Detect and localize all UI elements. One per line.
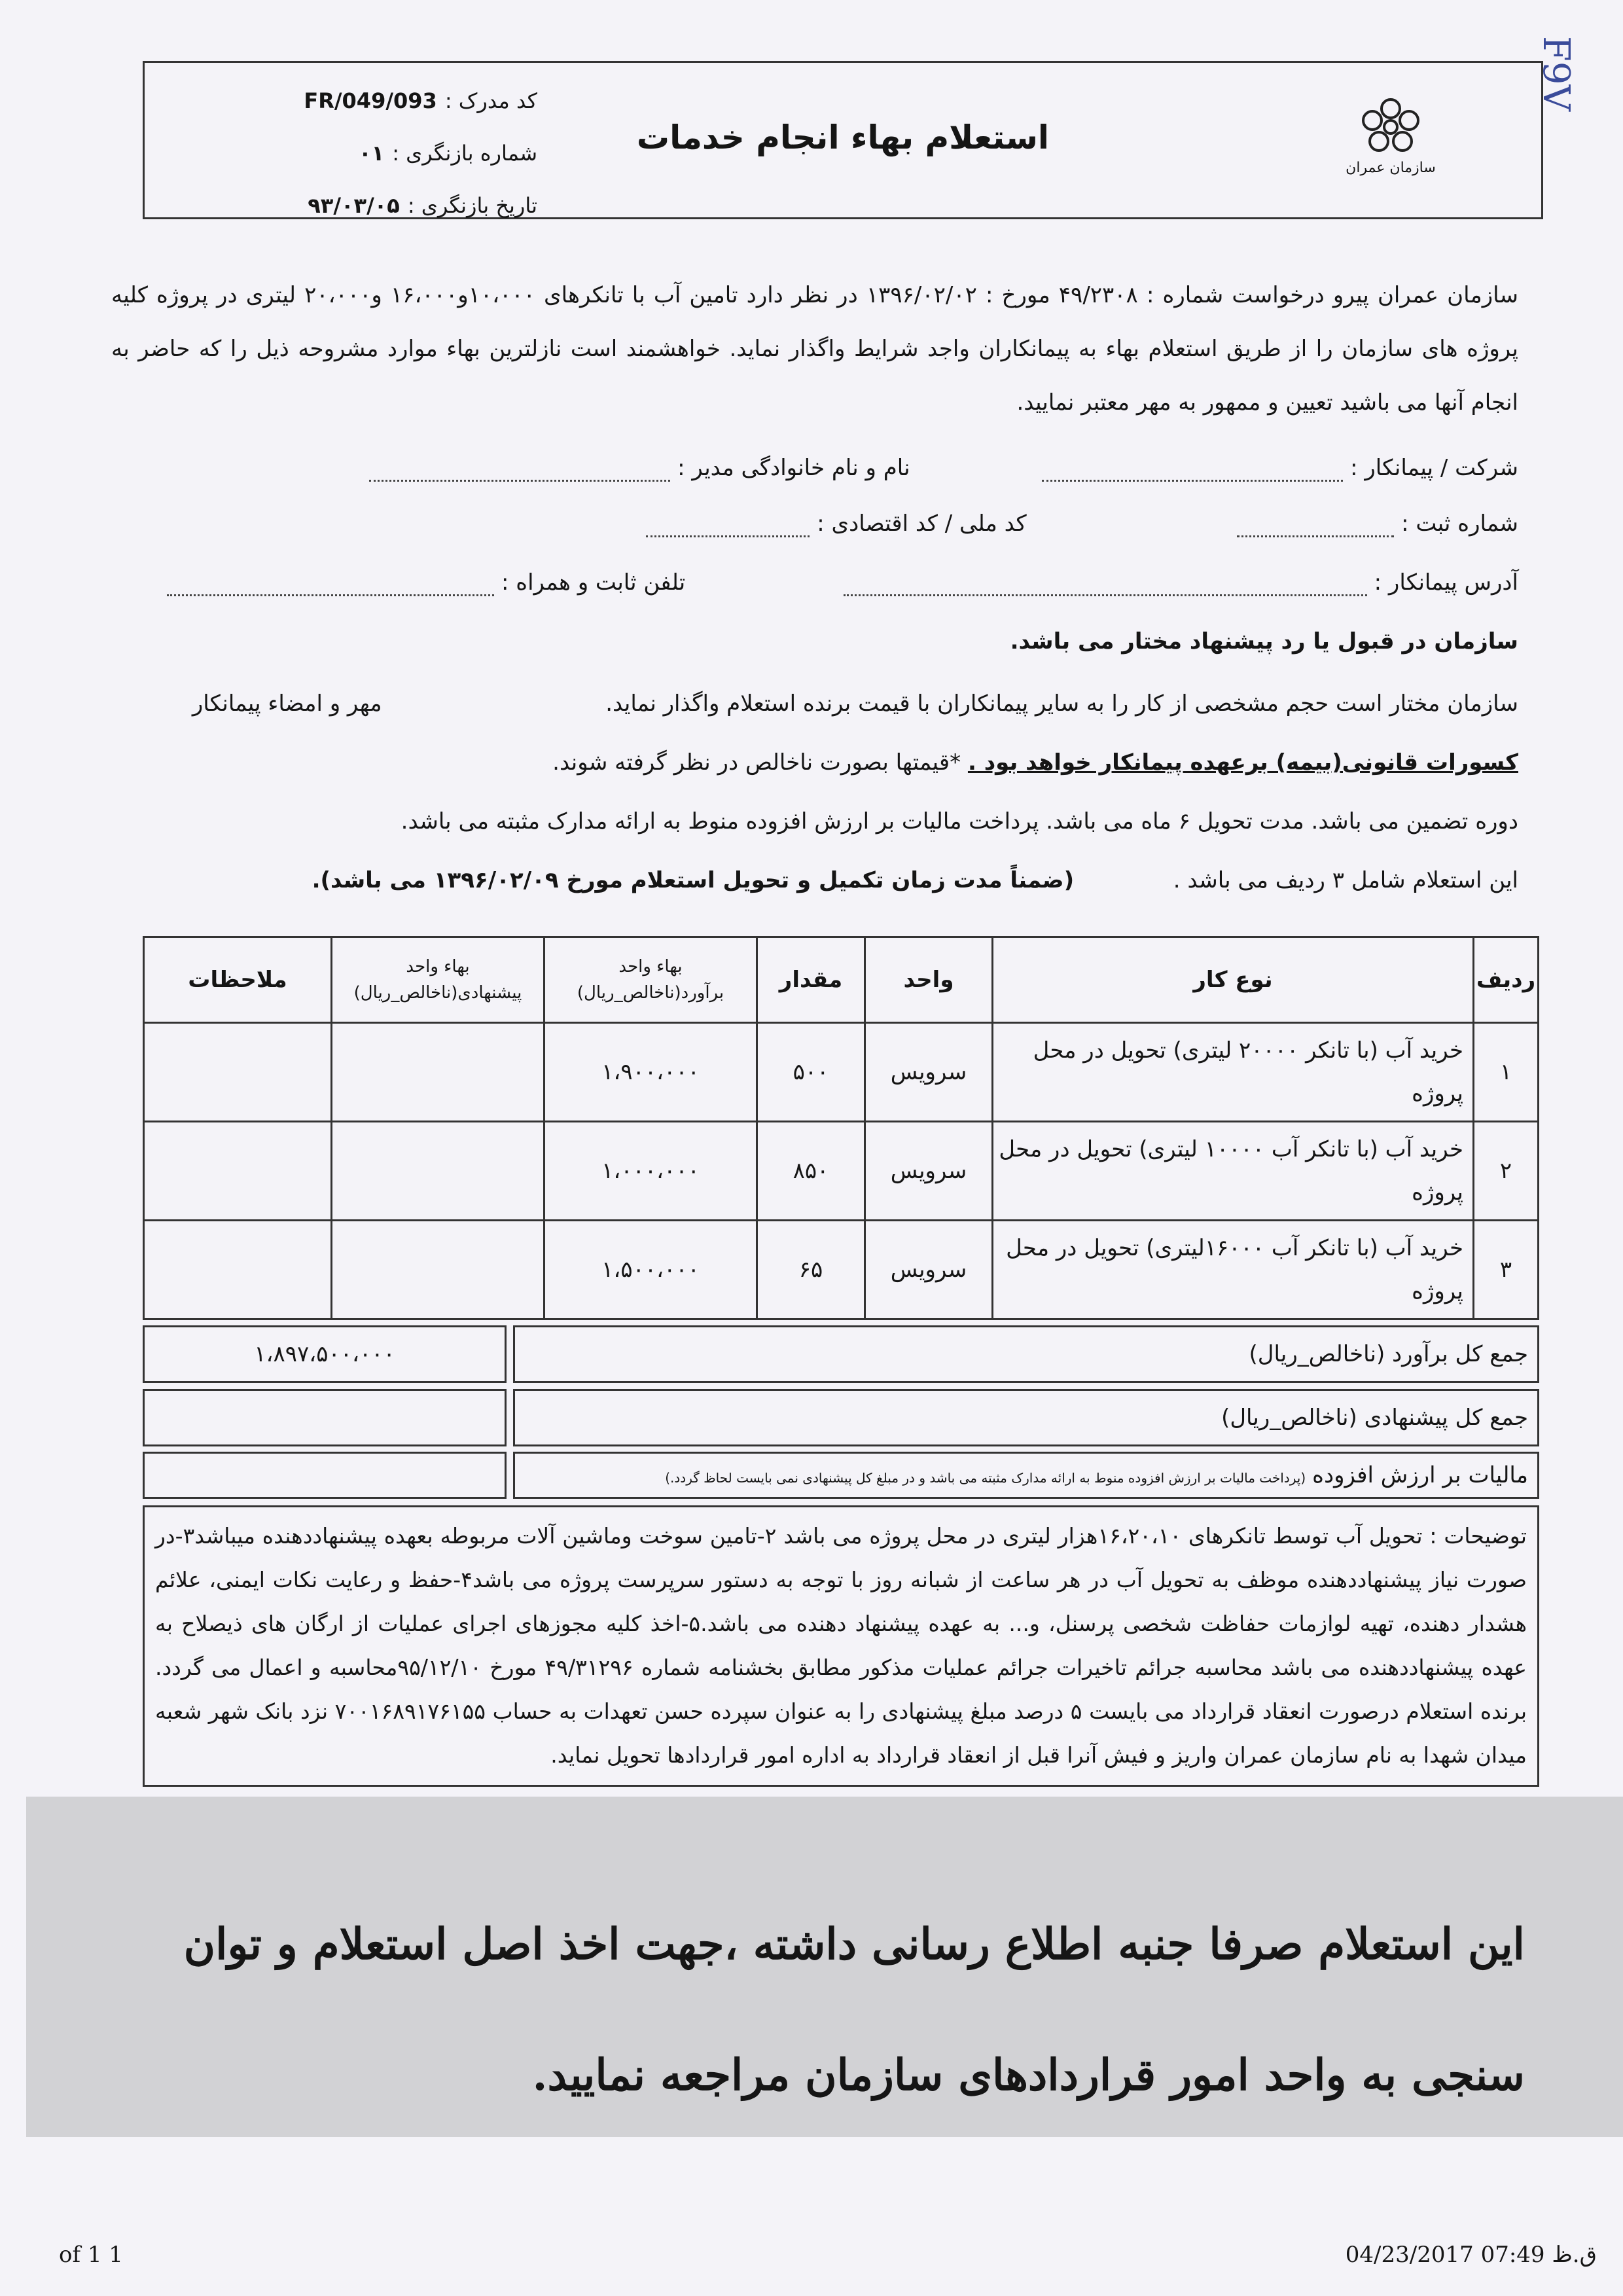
vat-label-cell xyxy=(513,1452,1539,1499)
row-unit: سرویس xyxy=(865,1122,993,1221)
doc-code-label: کد مدرک : xyxy=(444,88,537,113)
vat-value[interactable] xyxy=(143,1452,507,1499)
row-qty: ۶۵ xyxy=(757,1221,865,1319)
total-estimate-value: ۱،۸۹۷،۵۰۰،۰۰۰ xyxy=(143,1325,507,1383)
field-row-address xyxy=(111,563,1518,602)
items-table xyxy=(143,936,1539,1320)
row-description: خرید آب (با تانکر ۲۰۰۰۰ لیتری) تحویل در محل پروژه xyxy=(993,1023,1474,1122)
intro-paragraph: سازمان عمران پیرو درخواست شماره : ۴۹/۲۳۰۸ مورخ : ۱۳۹۶/۰۲/۰۲ در نظر دارد تامین آب با تانکرهای ۱۰،۰۰۰و۱۶،۰۰۰ و۲۰،۰۰۰ لیتری در پروژه کلیه پروژه های سازمان را از طریق استعلام بهاء به پیمانکاران واجد شرایط واگذار نماید. خواهشمند است نازلترین بهاء موارد مشروحه ذیل را که حاضر به انجام آنها می باشید تعیین و ممهور به مهر معتبر نمایید. xyxy=(111,282,1518,416)
revision-date-label: تاریخ بازنگری : xyxy=(407,193,537,218)
handwritten-notice: این استعلام صرفا جنبه اطلاع رسانی داشته ،جهت اخذ اصل استعلام و توان سنجی به واحد امور قراردادهای سازمان مراجعه نمایید. xyxy=(183,1918,1525,2100)
total-offer-value[interactable] xyxy=(143,1389,507,1446)
col-header-offer-price: بهاء واحد پیشنهادی(ناخالص_ریال) xyxy=(332,937,544,1023)
row-description: خرید آب (با تانکر آب ۱۰۰۰۰ لیتری) تحویل در محل پروژه xyxy=(993,1122,1474,1221)
rows-count-text: این استعلام شامل ۳ ردیف می باشد . xyxy=(1173,867,1518,893)
warranty-clause: دوره تضمین می باشد. مدت تحویل ۶ ماه می باشد. پرداخت مالیات بر ارزش افزوده منوط به ارائه مدارک مثبته می باشد. xyxy=(401,808,1518,834)
address-blank[interactable] xyxy=(844,571,1367,596)
table-row xyxy=(144,1023,1539,1122)
page-count: of 1 1 xyxy=(59,2242,123,2268)
row-unit: سرویس xyxy=(865,1023,993,1122)
col-header-notes: ملاحظات xyxy=(144,937,332,1023)
deadline-text: (ضمناً مدت زمان تکمیل و تحویل استعلام مورخ ۱۳۹۶/۰۲/۰۹ می باشد). xyxy=(312,867,1075,893)
print-timestamp: ق.ظ 07:49 04/23/2017 xyxy=(1345,2242,1597,2268)
company-label: شرکت / پیمانکار : xyxy=(1350,455,1518,481)
row-est-price: ۱،۹۰۰،۰۰۰ xyxy=(544,1023,757,1122)
row-notes[interactable] xyxy=(144,1023,332,1122)
table-header-row xyxy=(144,937,1539,1023)
revision-no-label: شماره بازنگری : xyxy=(392,141,537,166)
header-box xyxy=(143,61,1543,219)
field-row-company xyxy=(111,448,1518,488)
row-offer-price[interactable] xyxy=(332,1122,544,1221)
row-est-price: ۱،۰۰۰،۰۰۰ xyxy=(544,1122,757,1221)
phone-blank[interactable] xyxy=(167,571,494,596)
national-code-label: کد ملی / کد اقتصادی : xyxy=(817,511,1027,537)
doc-meta xyxy=(171,75,537,232)
total-estimate-label: جمع کل برآورد (ناخالص_ریال) xyxy=(513,1325,1539,1383)
vat-row xyxy=(143,1452,1539,1499)
table-row xyxy=(144,1122,1539,1221)
vat-label: مالیات بر ارزش افزوده xyxy=(1312,1462,1528,1488)
address-label: آدرس پیمانکار : xyxy=(1374,569,1518,596)
doc-code: FR/049/093 xyxy=(304,88,437,113)
row-notes[interactable] xyxy=(144,1122,332,1221)
manager-blank[interactable] xyxy=(369,456,670,482)
field-row-registration xyxy=(111,504,1518,543)
row-est-price: ۱،۵۰۰،۰۰۰ xyxy=(544,1221,757,1319)
partial-award-clause xyxy=(111,684,1518,723)
revision-no: ۰۱ xyxy=(359,141,385,166)
row-number: ۳ xyxy=(1474,1221,1539,1319)
explanations-box: توضیحات : تحویل آب توسط تانکرهای ۱۶،۲۰،۱۰هزار لیتری در محل پروژه می باشد ۲-تامین سوخت وماشین آلات مربوطه بعهده پیشنهاددهنده میباشد۳-در صورت نیاز پیشنهاددهنده موظف به تحویل آب در هر ساعت از شبانه روز با توجه به دستور سرپرست پروژه می باشد۴-حفظ و رعایت نکات ایمنی، علائم هشدار دهنده، تهیه لوازمات حفاظت شخصی پرسنل، و... به عهده پیشنهاد دهنده می باشد.۵-اخذ کلیه مجوزهای اجرای عملیات از ارگان های ذیصلاح به عهده پیشنهاددهنده می باشد محاسبه جرائم تاخیرات جرائم عملیات مذکور مطابق بخشنامه شماره ۴۹/۳۱۲۹۶ مورخ ۹۵/۱۲/۱۰محاسبه و اعمال می گردد. برنده استعلام درصورت انعقاد قرارداد می بایست ۵ درصد مبلغ پیشنهادی را به عنوان سپرده حسن تعهدات به حساب ۷۰۰۱۶۸۹۱۷۶۱۵۵ نزد بانک شهر شعبه میدان شهدا به نام سازمان عمران واریز و فیش آنرا قبل از انعقاد قرارداد به اداره امور قراردادها تحویل نماید. xyxy=(143,1505,1539,1787)
row-qty: ۵۰۰ xyxy=(757,1023,865,1122)
table-row xyxy=(144,1221,1539,1319)
col-header-qty: مقدار xyxy=(757,937,865,1023)
seal-sign-label: مهر و امضاء پیمانکار xyxy=(192,691,382,717)
row-number: ۱ xyxy=(1474,1023,1539,1122)
total-estimate-row xyxy=(143,1325,1539,1383)
logo-text: سازمان عمران xyxy=(1346,160,1436,176)
revision-date: ۹۳/۰۳/۰۵ xyxy=(308,193,400,218)
total-offer-label: جمع کل پیشنهادی (ناخالص_ریال) xyxy=(513,1389,1539,1446)
reg-no-blank[interactable] xyxy=(1237,512,1394,537)
deductions-clause xyxy=(111,743,1518,782)
row-offer-price[interactable] xyxy=(332,1023,544,1122)
prices-note: *قیمتها بصورت ناخالص در نظر گرفته شوند. xyxy=(552,749,961,776)
vat-note: (پرداخت مالیات بر ارزش افزوده منوط به ارائه مدارک مثبته می باشد و در مبلغ کل پیشنهادی نمی بایست لحاظ گردد.) xyxy=(665,1470,1306,1486)
national-code-blank[interactable] xyxy=(646,512,810,537)
row-number: ۲ xyxy=(1474,1122,1539,1221)
page-title: استعلام بهاء انجام خدمات xyxy=(636,118,1050,156)
margin-handwriting: F9V xyxy=(1535,36,1578,111)
phone-label: تلفن ثابت و همراه : xyxy=(501,569,686,596)
row-qty: ۸۵۰ xyxy=(757,1122,865,1221)
partial-award-text: سازمان مختار است حجم مشخصی از کار را به سایر پیمانکاران با قیمت برنده استعلام واگذار نماید. xyxy=(605,691,1518,717)
col-header-est-price: بهاء واحد برآورد(ناخالص_ریال) xyxy=(544,937,757,1023)
rows-deadline-clause xyxy=(111,861,1518,900)
deductions-text: کسورات قانونی(بیمه) برعهده پیمانکار خواهد بود . xyxy=(967,749,1518,776)
row-description: خرید آب (با تانکر آب ۱۶۰۰۰لیتری) تحویل در محل پروژه xyxy=(993,1221,1474,1319)
accept-reject-clause: سازمان در قبول یا رد پیشنهاد مختار می باشد. xyxy=(1010,628,1518,655)
total-offer-row xyxy=(143,1389,1539,1446)
company-blank[interactable] xyxy=(1042,456,1343,482)
reg-no-label: شماره ثبت : xyxy=(1401,511,1518,537)
row-offer-price[interactable] xyxy=(332,1221,544,1319)
row-notes[interactable] xyxy=(144,1221,332,1319)
manager-label: نام و نام خانوادگی مدیر : xyxy=(677,455,910,481)
col-header-unit: واحد xyxy=(865,937,993,1023)
col-header-work-type: نوع کار xyxy=(993,937,1474,1023)
row-unit: سرویس xyxy=(865,1221,993,1319)
col-header-row: ردیف xyxy=(1474,937,1539,1023)
